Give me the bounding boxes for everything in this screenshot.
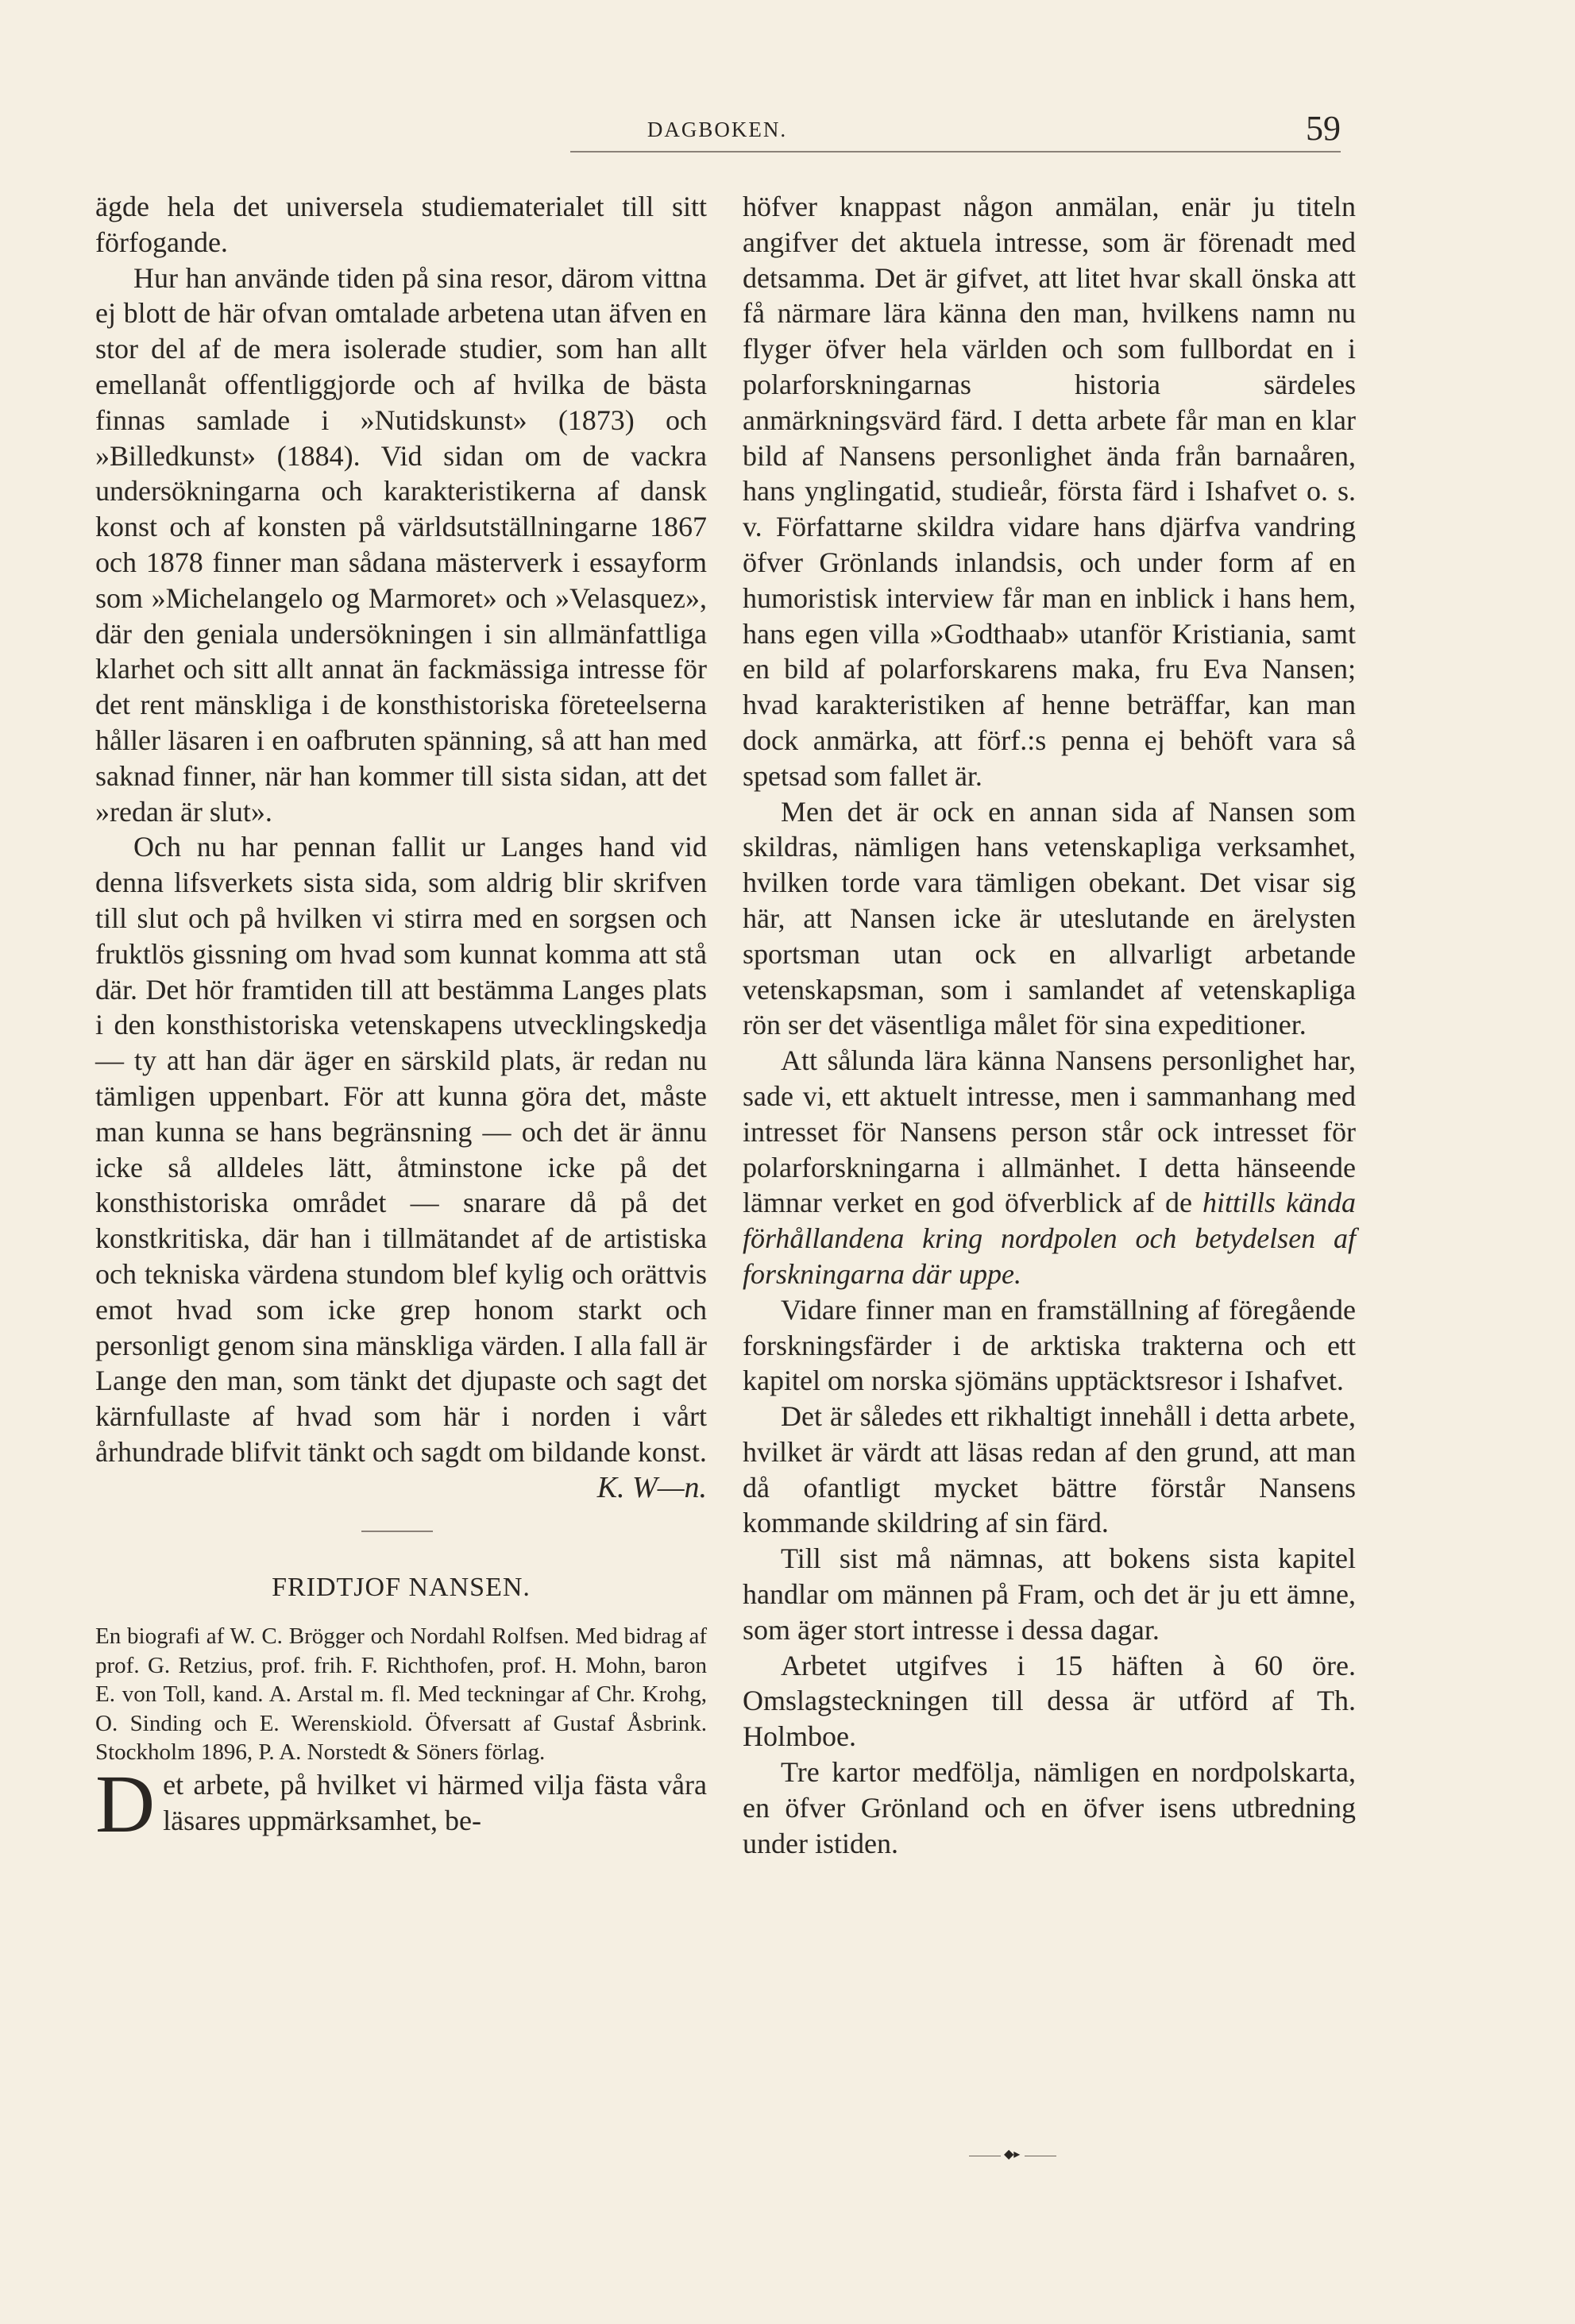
paragraph: Arbetet utgifves i 15 häften à 60 öre. Omslagsteckningen till dessa är utförd af Th. Holmboe. <box>743 1649 1356 1753</box>
paragraph: Men det är ock en annan sida af Nansen som skildras, nämligen hans vetenskapliga verksamhet, hvilken torde vara tämligen obekant. Det visar sig här, att Nansen icke är uteslutande en ärelysten sportsman utan ock en allvarligt arbetande vetenskapsman, som i samlandet af vetenskapliga rön ser det väsentliga målet för sina expeditioner. <box>743 795 1356 1041</box>
paragraph: ägde hela det universela studiematerialet till sitt förfogande. <box>95 191 707 258</box>
signature: K. W—n. <box>596 1470 707 1504</box>
drop-cap: D <box>95 1758 156 1850</box>
review-bibliography: En biografi af W. C. Brögger och Nordahl Rolfsen. Med bidrag af prof. G. Retzius, prof. frih. F. Richthofen, prof. H. Mohn, baron E. von Toll, kand. A. Arstal m. fl. Med teckningar af Chr. Krohg, O. Sinding och E. Werenskiold. Öfversatt af Gustaf Åsbrink. Stockholm 1896, P. A. Norstedt & Söners förlag. <box>95 1623 707 1766</box>
page-number: 59 <box>1306 109 1341 148</box>
paragraph: Vidare finner man en framställning af föregående forskningsfärder i de arktiska trakterna och ett kapitel om norska sjömäns upptäcktsresor i Ishafvet. <box>743 1293 1356 1397</box>
paragraph: Till sist må nämnas, att bokens sista kapitel handlar om männen på Fram, och det är ju ett ämne, som äger stort intresse i dessa dagar. <box>743 1542 1356 1646</box>
section-divider <box>361 1531 433 1532</box>
paragraph <box>743 1043 1356 1292</box>
review-opening-paragraph <box>95 1758 707 1850</box>
paragraph: Och nu har pennan fallit ur Langes hand vid denna lifsverkets sista sida, som aldrig blir skrifven till slut och på hvilken vi stirra med en sorgsen och fruktlös gissning om hvad som kunnat komma att stå där. Det hör framtiden till att bestämma Langes plats i den konsthistoriska vetenskapens utvecklingskedja — ty att han där äger en särskild plats, är redan nu tämligen uppenbart. För att kunna göra det, måste man kunna se hans begränsning — och det är ännu icke så alldeles lätt, åtminstone icke på det konsthistoriska området — snarare då på det konstkritiska, där han i tillmätandet af de artistiska och tekniska värdena stundom blef kylig och orättvis emot hvad som icke grep honom starkt och personligt genom sina mänskliga värden. I alla fall är Lange den man, som tänkt det djupaste och sagt det kärnfullaste af hvad som här i norden i vårt århundrade blifvit tänkt och sagdt om bildande konst. <box>95 831 707 1468</box>
emphasis-text: hittills kända förhållandena kring nordpolen och betydelsen af forskningarna där uppe. <box>743 1187 1356 1290</box>
end-ornament <box>969 2148 1056 2162</box>
paragraph-text: Att sålunda lära känna Nansens personlighet har, sade vi, ett aktuelt intresse, men i sammanhang med intresset för Nansens person står ock intresset för polarforskningarna i allmänhet. I detta hänseende lämnar verket en god öfverblick af de <box>743 1044 1356 1219</box>
header-rule <box>570 151 1341 152</box>
paragraph: Tre kartor medfölja, nämligen en nordpolskarta, en öfver Grönland och en öfver isens utbredning under istiden. <box>743 1756 1356 1859</box>
left-column <box>95 189 707 1850</box>
paragraph: Det är således ett rikhaltigt innehåll i detta arbete, hvilket är värdt att läsas redan af den grund, att man då ofantligt mycket bättre förstår Nansens kommande skildring af sin färd. <box>743 1400 1356 1539</box>
paragraph: höfver knappast någon anmälan, enär ju titeln angifver det aktuela intresse, som är förenadt med detsamma. Det är gifvet, att litet hvar skall önska att få närmare lära känna den man, hvilkens namn nu flyger öfver hela världen och som fullbordat en i polarforskningarnas historia särdeles anmärkningsvärd färd. I detta arbete får man en klar bild af Nansens personlighet ända från barnaåren, hans ynglingatid, studieår, första färd i Ishafvet o. s. v. Författarne skildra vidare hans djärfva vandring öfver Grönlands inlandsis, och under form af en humoristisk interview får man en inblick i hans hem, hans egen villa »Godthaab» utanför Kristiania, samt en bild af polarforskarens maka, fru Eva Nansen; hvad karakteristiken af henne beträffar, kan man dock anmärka, att förf.:s penna ej behöft vara så spetsad som fallet är. <box>743 191 1356 792</box>
review-title: FRIDTJOF NANSEN. <box>272 1573 531 1603</box>
paragraph: Hur han använde tiden på sina resor, därom vittna ej blott de här ofvan omtalade arbetena utan äfven en stor del af de mera isolerade studier, som han allt emellanåt offentliggjorde och af hvilka de bästa finnas samlade i »Nutidskunst» (1873) och »Billedkunst» (1884). Vid sidan om de vackra undersökningarna och karakteristikerna af dansk konst och af konsten på världsutställningarne 1867 och 1878 finner man sådana mästerverk i essayform som »Michelangelo og Marmoret» och »Velasquez», där den geniala undersökningen i sin allmänfattliga klarhet och sitt allt annat än fackmässiga intresse för det rent mänskliga i de konsthistoriska företeelserna håller läsaren i en oafbruten spänning, så att han med saknad finner, när han kommer till sista sidan, att det »redan är slut». <box>95 261 707 828</box>
running-title: DAGBOKEN. <box>647 118 788 141</box>
paragraph-text: et arbete, på hvilket vi härmed vilja fästa våra läsares uppmärksamhet, be- <box>163 1768 707 1836</box>
ornament-mark: ◆▸ <box>1004 2148 1021 2161</box>
right-column <box>743 189 1356 1861</box>
page-header <box>94 110 1341 157</box>
